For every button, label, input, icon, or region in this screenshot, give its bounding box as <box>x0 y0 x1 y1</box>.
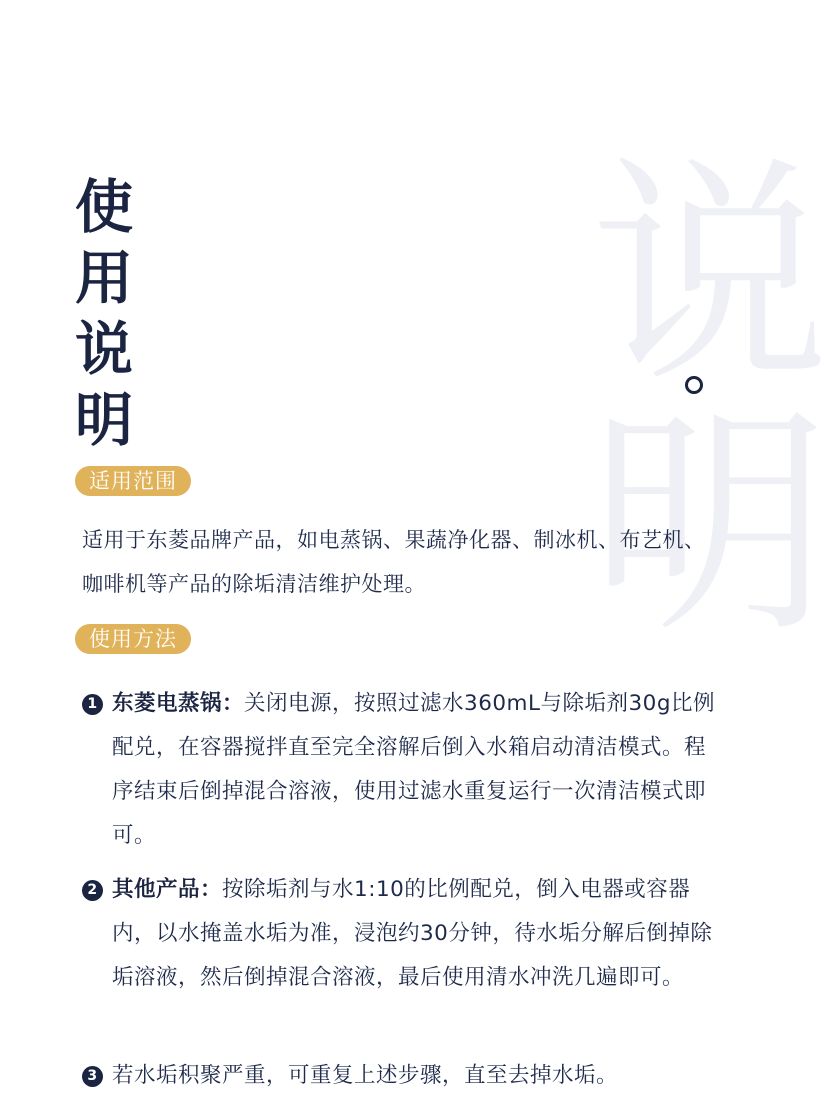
step-label: 东菱电蒸锅： <box>112 691 245 716</box>
step-number-icon: 3 <box>82 1066 103 1087</box>
step-text: 按除垢剂与水1:10的比例配兑，倒入电器或容器内，以水掩盖水垢为准，浸泡约30分钟，待水垢分解后倒掉除垢溶液，然后倒掉混合溶液，最后使用清水冲洗几遍即可。 <box>112 877 713 990</box>
title-char: 明 <box>74 386 133 454</box>
usage-step-3 <box>82 1054 722 1098</box>
usage-step-1 <box>82 682 722 858</box>
step-text: 关闭电源，按照过滤水360mL与除垢剂30g比例配兑，在容器搅拌直至完全溶解后倒入水箱启动清洁模式。程序结束后倒掉混合溶液，使用过滤水重复运行一次清洁模式即可。 <box>112 691 715 848</box>
step-number-icon: 2 <box>82 880 103 901</box>
title-char: 说 <box>74 315 133 383</box>
step-number-icon: 1 <box>82 694 103 715</box>
step-text: 若水垢积聚严重，可重复上述步骤，直至去掉水垢。 <box>112 1063 619 1088</box>
title-char: 使 <box>74 173 133 241</box>
scope-section-tag: 适用范围 <box>75 466 191 496</box>
title-char: 用 <box>74 244 133 312</box>
usage-section-tag: 使用方法 <box>75 624 191 654</box>
page-title <box>74 172 134 456</box>
background-watermark: 说 明 <box>590 135 830 665</box>
scope-description: 适用于东菱品牌产品，如电蒸锅、果蔬净化器、制冰机、布艺机、咖啡机等产品的除垢清洁维护处理。 <box>82 528 706 596</box>
usage-step-2 <box>82 868 722 1000</box>
decorative-circle-icon <box>685 376 703 394</box>
step-label: 其他产品： <box>112 877 223 902</box>
